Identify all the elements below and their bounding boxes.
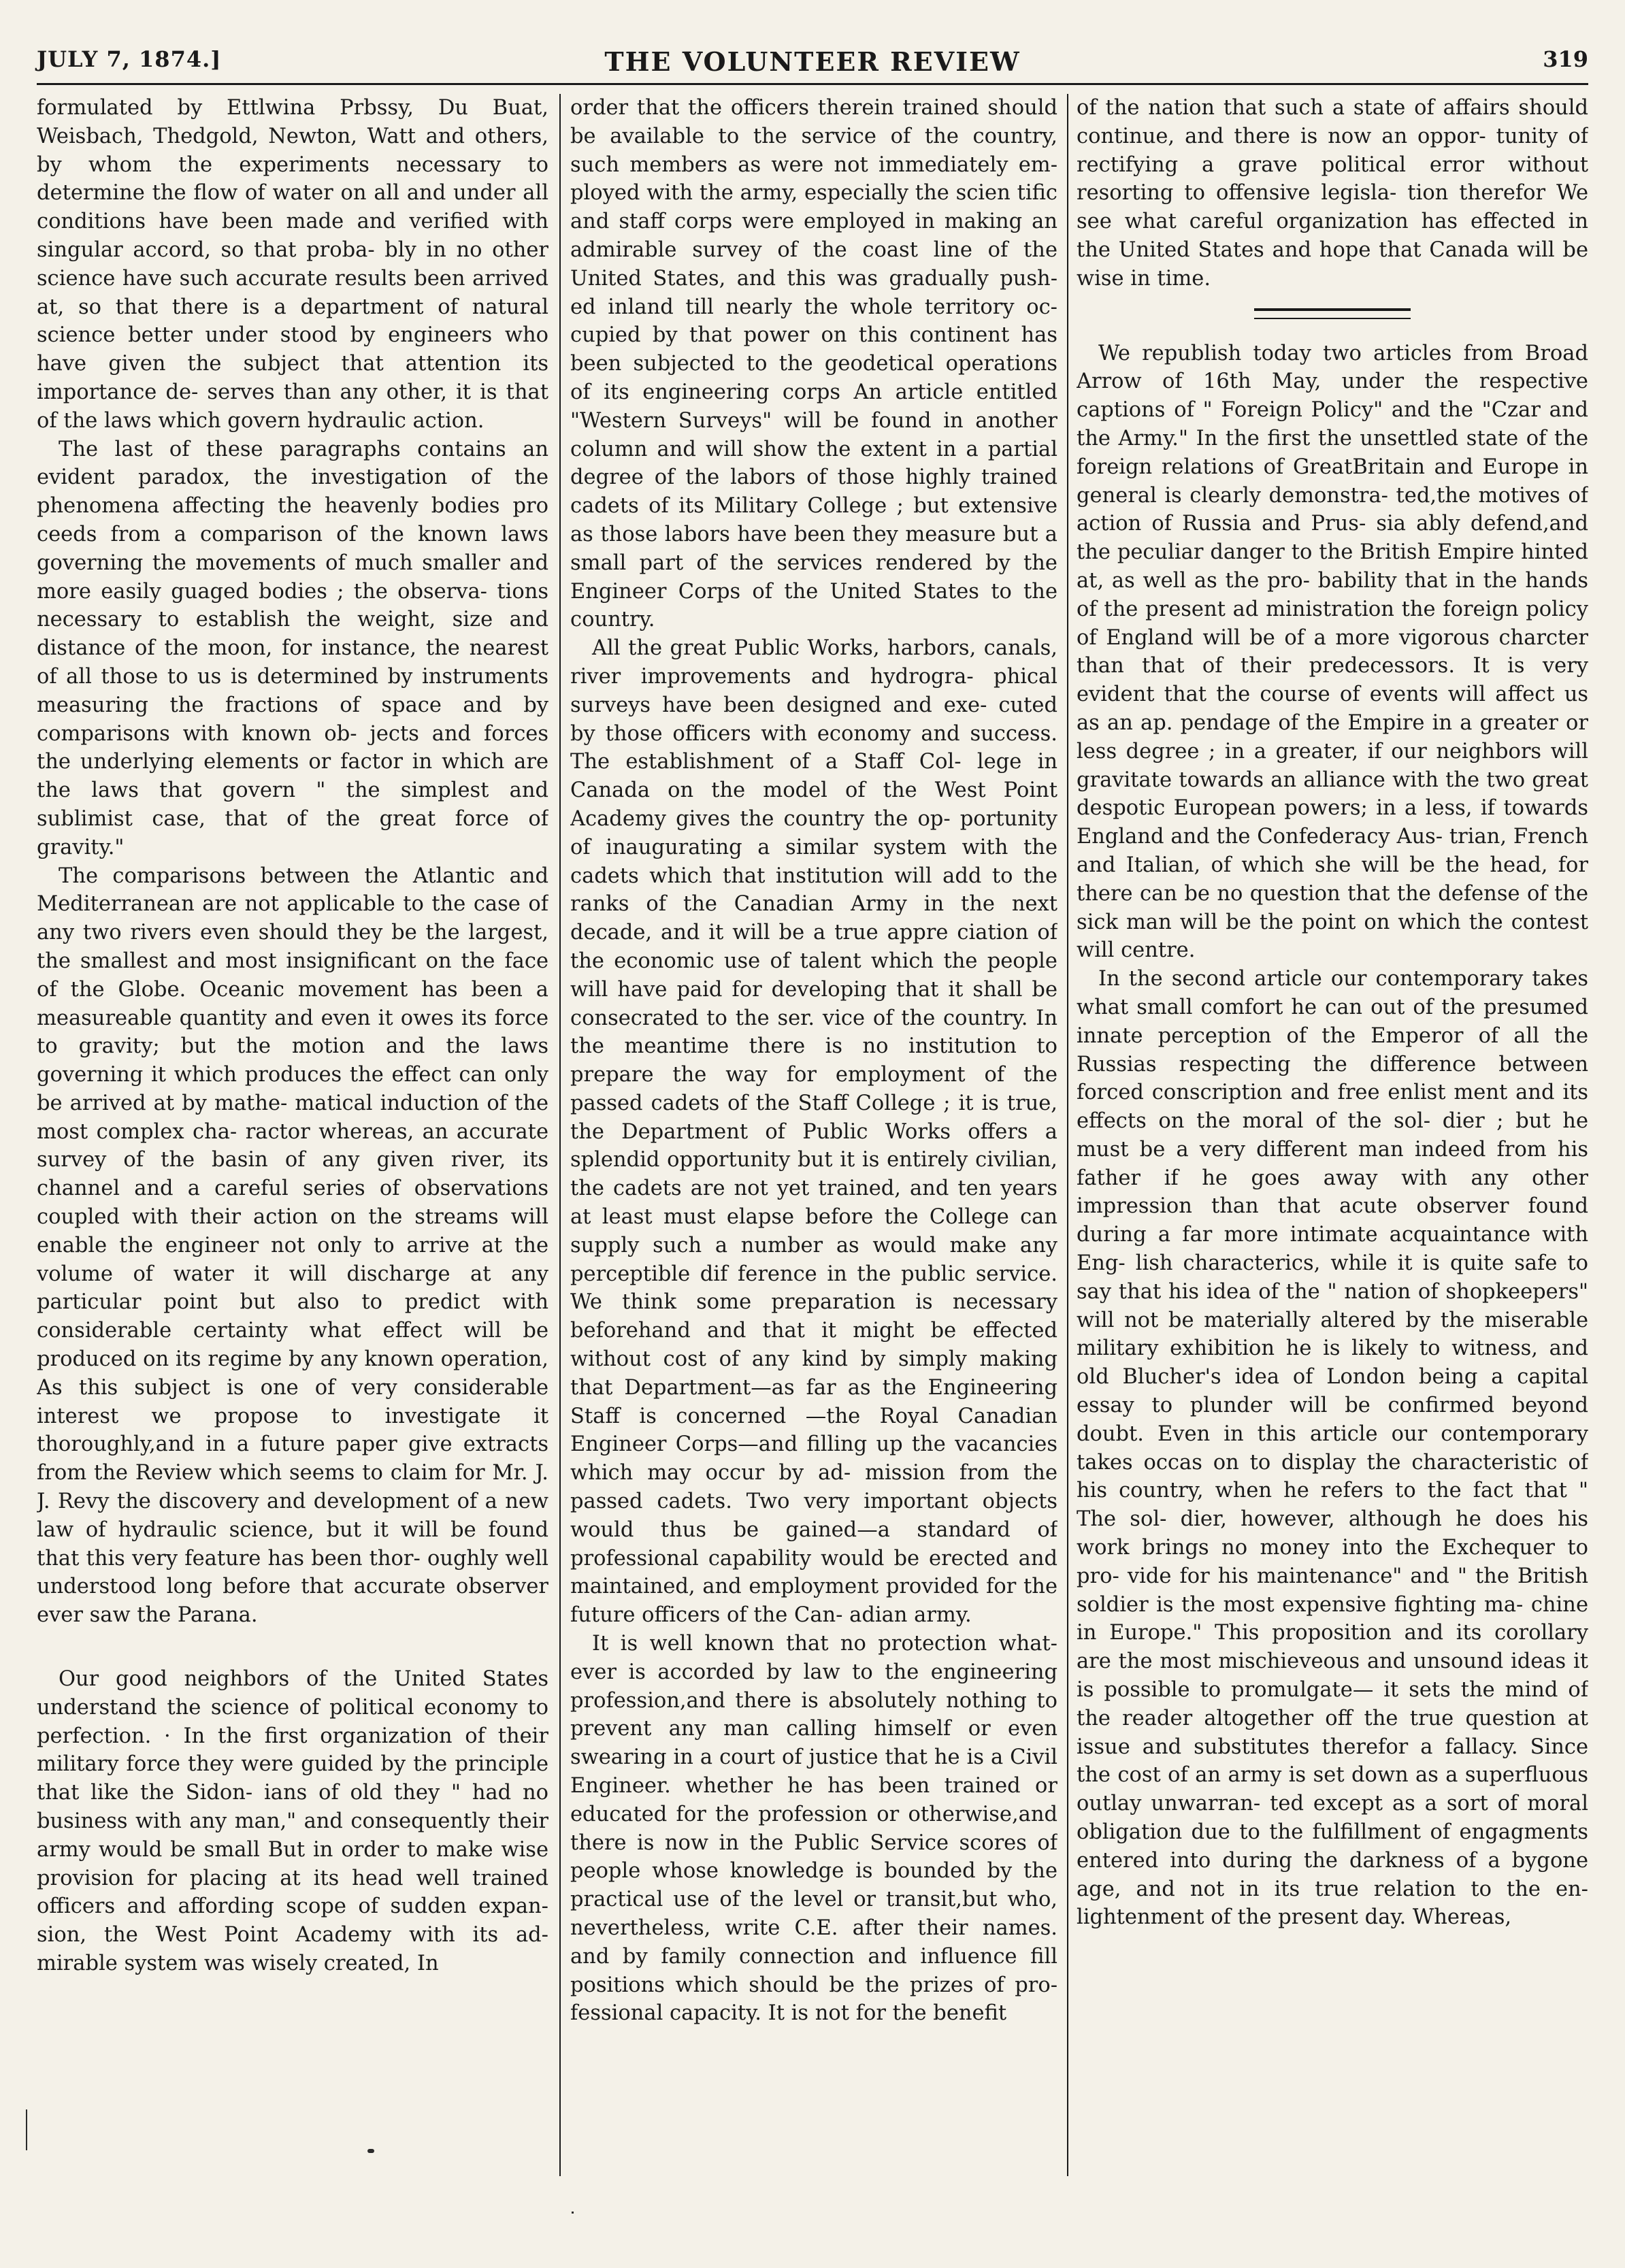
article-paragraph: formulated by Ettlwina Prbssy, Du Buat, Weisbach, Thedgold, Newton, Watt and others, by whom the experiments necessary to determine the flow of water on all and under all conditions have been made and verified with singular accord, so that proba- bly in no other science have such accurate results been arrived at, so that there is a department of natural science better under stood by engineers who have given the subject that attention its importance de- serves than any other, it is that of the laws which govern hydraulic action. (37, 96, 548, 433)
publication-title: THE VOLUNTEER REVIEW (604, 46, 1021, 77)
article-paragraph: Our good neighbors of the United States understand the science of political economy to perfection. · In the first organization of their military force they were guided by the principle that like the Sidon- ians of old they " had no business with any man," and consequently their army would be small But in order to make wise provision for placing at its head well trained officers and affording scope of sudden expan- sion, the West Point Academy with its ad- mirable system was wisely created, In (37, 1667, 548, 1975)
column-rule-left (559, 94, 561, 2176)
ink-speck (367, 2149, 374, 2153)
article-gap (37, 1647, 548, 1665)
article-gap (37, 1630, 548, 1647)
page-header (37, 45, 1588, 85)
article-paragraph: It is well known that no protection what- ever is accorded by law to the engineering profession,and there is absolutely nothing to prevent any man calling himself or even swearing in a court of justice that he is a Civil Engineer. whether he has been trained or educated for the profession or otherwise,and there is now in the Public Service scores of people whose knowledge is bounded by the practical use of the level or transit,but who, nevertheless, write C.E. after their names. and by family connection and influence fill positions which should be the prizes of pro- fessional capacity. It is not for the benefit (570, 1632, 1057, 2026)
column-right (1077, 94, 1588, 2169)
article-paragraph: In the second article our contemporary takes what small comfort he can out of the presumed innate perception of the Emperor of all the Russias respecting the difference between forced conscription and free enlist ment and its effects on the moral of the sol- dier ; but he must be a very different man indeed from his father if he goes away with any other impression than that acute observer found during a far more intimate acquaintance with Eng- lish characterics, while it is quite safe to say that his idea of the " nation of shopkeepers" will not be materially altered by the miserable military exhibition he is likely to witness, and old Blucher's idea of London being a capital essay to plunder will be confirmed beyond doubt. Even in this article our contemporary takes occas on to display the characteristic of his country, when he refers to the fact that " The sol- dier, however, although he does his work brings no money into the Exchequer to pro- vide for his maintenance" and " the British soldier is the most expensive fighting ma- chine in Europe." This proposition and its corollary are the most mischieveous and unsound ideas it is possible to promulgate— it sets the mind of the reader altogether off the true question at issue and substitutes therefor a fallacy. Since the cost of an army is set down as a superfluous outlay unwarran- ted except as a sort of moral obligation due to the fulfillment of engagments entered into during the darkness of a bygone age, and not in its true relation to the en- lightenment of the present day. Whereas, (1077, 967, 1588, 1930)
column-left (37, 94, 548, 2149)
article-paragraph: The last of these paragraphs contains an evident paradox, the investigation of the phenomena affecting the heavenly bodies pro ceeds from a comparison of the known laws governing the movements of much smaller and more easily guaged bodies ; the observa- tions necessary to establish the weight, size and distance of the moon, for instance, the nearest of all those to us is determined by instruments measuring the fractions of space and by comparisons with known ob- jects and forces the underlying elements or factor in which are the laws that govern " the simplest and sublimist case, that of the great force of gravity." (37, 437, 548, 859)
column-rule-right (1067, 94, 1068, 2176)
page-number: 319 (1543, 46, 1588, 72)
column-middle (570, 94, 1057, 2258)
margin-mark (26, 2109, 27, 2150)
article-separator (1254, 308, 1411, 319)
article-paragraph: of the nation that such a state of affairs should continue, and there is now an oppor- tunity of rectifying a grave political error without resorting to offensive legisla- tion therefor We see what careful organization has effected in the United States and hope that Canada will be wise in time. (1077, 96, 1588, 291)
ink-speck (572, 2212, 574, 2214)
issue-date: JULY 7, 1874.] (37, 46, 222, 72)
article-paragraph: All the great Public Works, harbors, canals, river improvements and hydrogra- phical surveys have been designed and exe- cuted by those officers with economy and success. The establishment of a Staff Col- lege in Canada on the model of the West Point Academy gives the country the op- portunity of inaugurating a similar system with the cadets which that institution will add to the ranks of the Canadian Army in the next decade, and it will be a true appre ciation of the economic use of talent which the people will have paid for developing that it shall be consecrated to the ser. vice of the country. In the meantime there is no institution to prepare the way for employment of the passed cadets of the Staff College ; it is true, the Department of Public Works offers a splendid opportunity but it is entirely civilian, the cadets are not yet trained, and ten years at least must elapse before the College can supply such a number as would make any perceptible dif ference in the public service. We think some preparation is necessary beforehand and that it might be effected without cost of any kind by simply making that Department—as far as the Engineering Staff is concerned —the Royal Canadian Engineer Corps—and filling up the vacancies which may occur by ad- mission from the passed cadets. Two very important objects would thus be gained—a standard of professional capability would be erected and maintained, and employment provided for the future officers of the Can- adian army. (570, 636, 1057, 1628)
article-paragraph: We republish today two articles from Broad Arrow of 16th May, under the respective captions of " Foreign Policy" and the "Czar and the Army." In the first the unsettled state of the foreign relations of GreatBritain and Europe in general is clearly demonstra- ted,the motives of action of Russia and Prus- sia ably defend,and the peculiar danger to the British Empire hinted at, as well as the pro- bability that in the hands of the present ad ministration the foreign policy of England will be of a more vigorous charcter than that of their predecessors. It is very evident that the course of events will affect us as an ap. pendage of the Empire in a greater or less degree ; in a greater, if our neighbors will gravitate towards an alliance with the two great despotic European powers; in a less, if towards England and the Confederacy Aus- trian, French and Italian, of which she will be the head, for there can be no question that the defense of the sick man will be the point on which the contest will centre. (1077, 341, 1588, 963)
article-paragraph: The comparisons between the Atlantic and Mediterranean are not applicable to the case of any two rivers even should they be the largest, the smallest and most insignificant on the face of the Globe. Oceanic movement has been a measureable quantity and even it owes its force to gravity; but the motion and the laws governing it which produces the effect can only be arrived at by mathe- matical induction of the most complex cha- ractor whereas, an accurate survey of the basin of any given river, its channel and a careful series of observations coupled with their action on the streams will enable the engineer not only to arrive at the volume of water it will discharge at any particular point but also to predict with considerable certainty what effect will be produced on its regime by any known operation, As this subject is one of very considerable interest we propose to investigate it thoroughly,and in a future paper give extracts from the Review which seems to claim for Mr. J. J. Revy the discovery and development of a new law of hydraulic science, but it will be found that this very feature has been thor- oughly well understood long before that accurate observer ever saw the Parana. (37, 864, 548, 1628)
article-paragraph: order that the officers therein trained should be available to the service of the country, such members as were not immediately em- ployed with the army, especially the scien tific and staff corps were employed in making an admirable survey of the coast line of the United States, and this was gradually push- ed inland till nearly the whole territory oc- cupied by that power on this continent has been subjected to the geodetical operations of its engineering corps An article entitled "Western Surveys" will be found in another column and will show the extent in a partial degree of the labors of those highly trained cadets of its Military College ; but extensive as those labors have been they measure but a small part of the services rendered by the Engineer Corps of the United States to the country. (570, 96, 1057, 632)
